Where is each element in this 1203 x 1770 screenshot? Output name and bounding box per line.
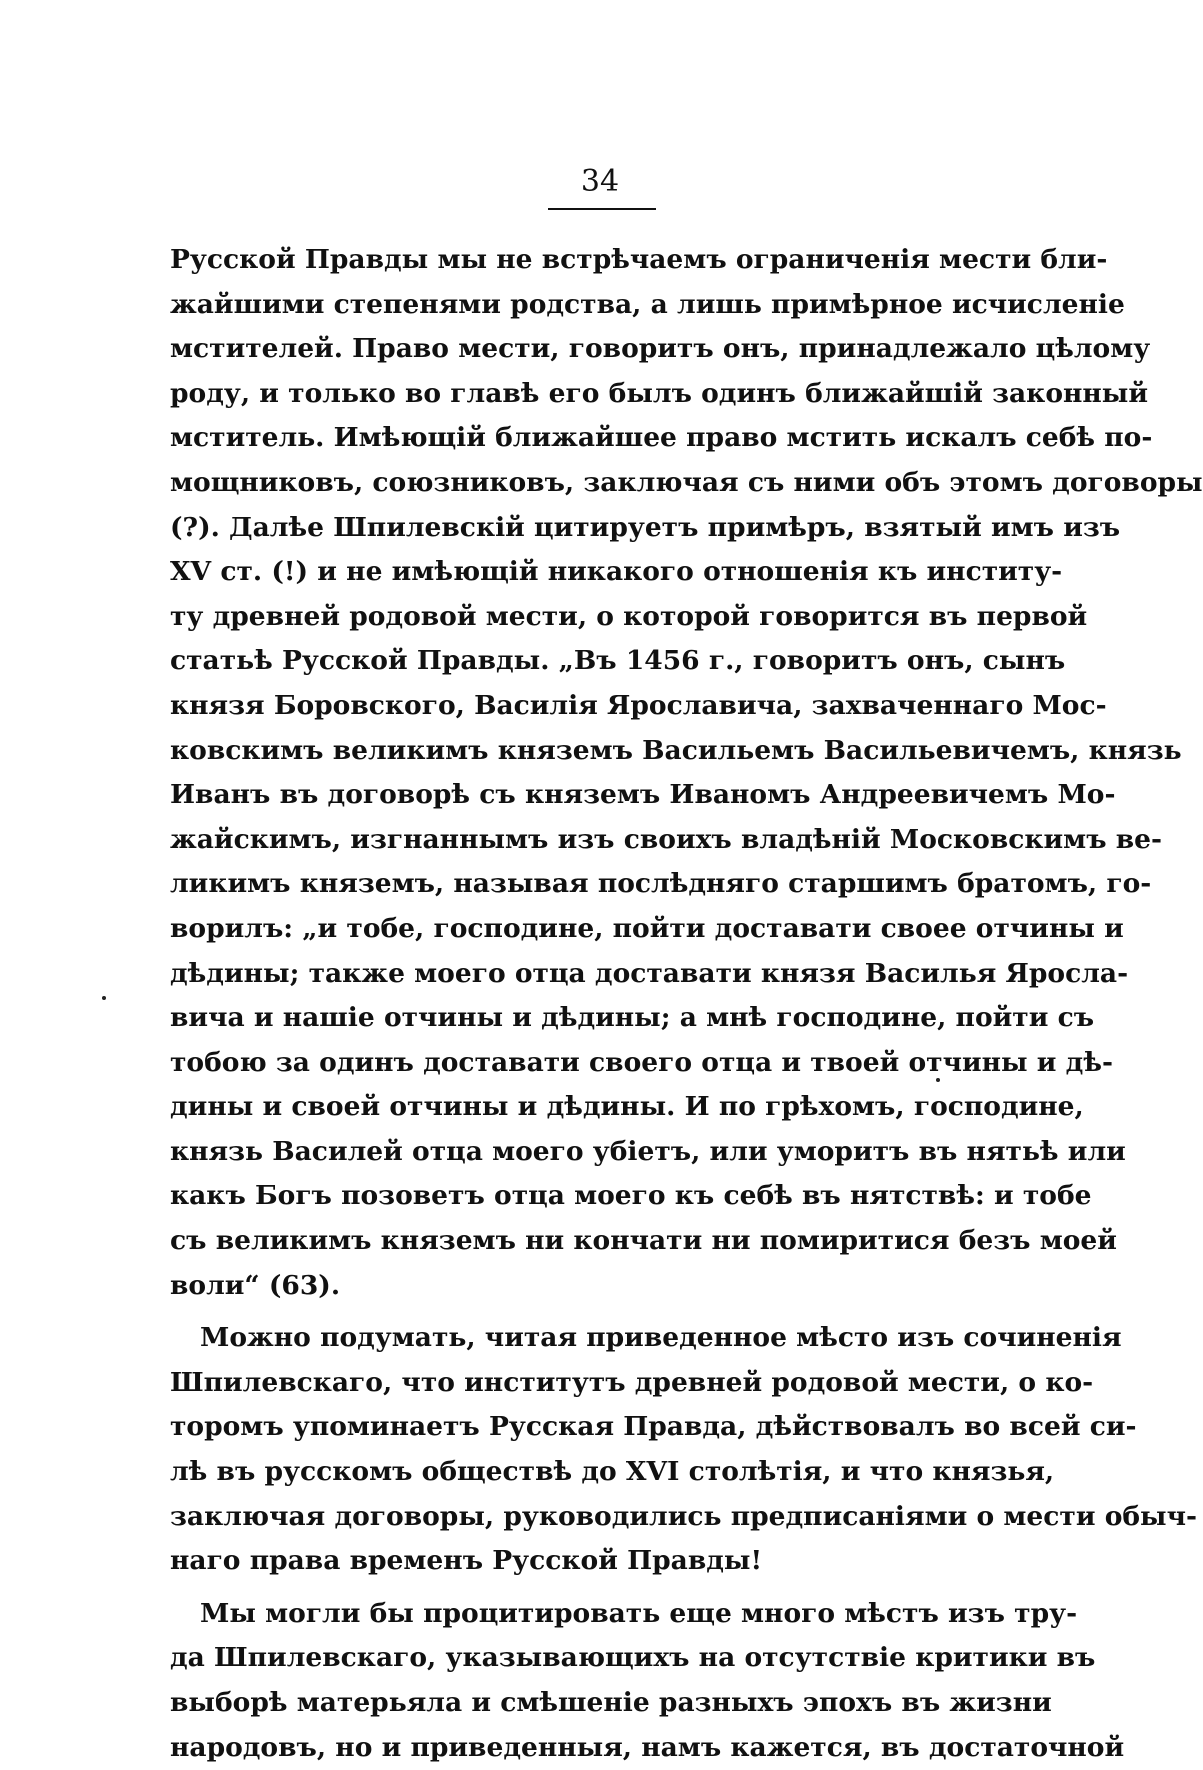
text-line: дѣдины; также моего отца доставати князя Василья Яросла- xyxy=(170,957,1129,989)
text-line: народовъ, но и приведенныя, намъ кажется, въ достаточной xyxy=(170,1731,1125,1763)
text-line: дины и своей отчины и дѣдины. И по грѣхомъ, господине, xyxy=(170,1091,1084,1123)
text-line: торомъ упоминаетъ Русская Правда, дѣйствовалъ во всей си- xyxy=(170,1411,1137,1443)
text-line: ворилъ: „и тобе, господине, пойти доставати своее отчины и xyxy=(170,912,1124,944)
text-line: какъ Богъ позоветъ отца моего къ себѣ въ нятствѣ: и тобе xyxy=(170,1180,1092,1212)
text-line: жайшими степенями родства, а лишь примѣрное исчисленіе xyxy=(170,288,1125,320)
text-line: Иванъ въ договорѣ съ княземъ Иваномъ Андреевичемъ Мо- xyxy=(170,779,1116,811)
header-rule xyxy=(548,208,656,210)
text-line: ликимъ княземъ, называя послѣдняго старшимъ братомъ, го- xyxy=(170,868,1152,900)
text-line: заключая договоры, руководились предписаніями о мести обыч- xyxy=(170,1500,1198,1532)
text-line: выборѣ матерьяла и смѣшеніе разныхъ эпохъ въ жизни xyxy=(170,1687,1052,1718)
text-line: князя Боровского, Василія Ярославича, захваченнаго Мос- xyxy=(170,689,1107,721)
paragraph-1 xyxy=(170,238,1203,1308)
text-line: ту древней родовой мести, о которой говорится въ первой xyxy=(170,600,1088,632)
text-line: тобою за одинъ доставати своего отца и твоей отчины и дѣ- xyxy=(170,1046,1113,1078)
text-line: воли“ (63). xyxy=(170,1269,341,1301)
body-text xyxy=(170,238,1203,1770)
paragraph-2 xyxy=(170,1316,1198,1584)
text-line: князь Василей отца моего убіетъ, или уморитъ въ нятьѣ или xyxy=(170,1135,1126,1167)
text-line: Можно подумать, читая приведенное мѣсто изъ сочиненія xyxy=(200,1322,1122,1354)
scan-speck xyxy=(102,996,106,1000)
page-number: 34 xyxy=(580,164,620,199)
text-line: жайскимъ, изгнаннымъ изъ своихъ владѣній Московскимъ ве- xyxy=(170,823,1163,855)
scan-speck xyxy=(936,1078,940,1082)
text-line: XV ст. (!) и не имѣющій никакого отношенія къ институ- xyxy=(170,556,1063,588)
text-line: роду, и только во главѣ его былъ одинъ ближайшій законный xyxy=(170,377,1149,409)
text-line: мстителей. Право мести, говоритъ онъ, принадлежало цѣлому xyxy=(170,333,1151,365)
text-line: вича и нашіе отчины и дѣдины; а мнѣ господине, пойти съ xyxy=(170,1002,1095,1034)
text-line: Шпилевскаго, что институтъ древней родовой мести, о ко- xyxy=(170,1366,1094,1398)
text-line: лѣ въ русскомъ обществѣ до XVI столѣтія, и что князья, xyxy=(170,1456,1055,1488)
text-line: статьѣ Русской Правды. „Въ 1456 г., говоритъ онъ, сынъ xyxy=(170,645,1066,677)
text-line: Мы могли бы процитировать еще много мѣстъ изъ тру- xyxy=(200,1597,1078,1629)
text-line: мститель. Имѣющій ближайшее право мстить искалъ себѣ по- xyxy=(170,422,1153,454)
text-line: (?). Далѣе Шпилевскій цитируетъ примѣръ, взятый имъ изъ xyxy=(170,511,1121,543)
text-line: съ великимъ княземъ ни кончати ни помиритися безъ моей xyxy=(170,1225,1117,1257)
text-line: ковскимъ великимъ княземъ Васильемъ Васильевичемъ, князь xyxy=(170,734,1182,766)
text-line: мощниковъ, союзниковъ, заключая съ ними объ этомъ договоры xyxy=(170,466,1203,498)
text-line: наго права временъ Русской Правды! xyxy=(170,1545,763,1577)
text-line: да Шпилевскаго, указывающихъ на отсутствіе критики въ xyxy=(170,1642,1096,1674)
paragraph-3 xyxy=(170,1592,1125,1770)
text-line: Русской Правды мы не встрѣчаемъ ограниченія мести бли- xyxy=(170,244,1108,275)
